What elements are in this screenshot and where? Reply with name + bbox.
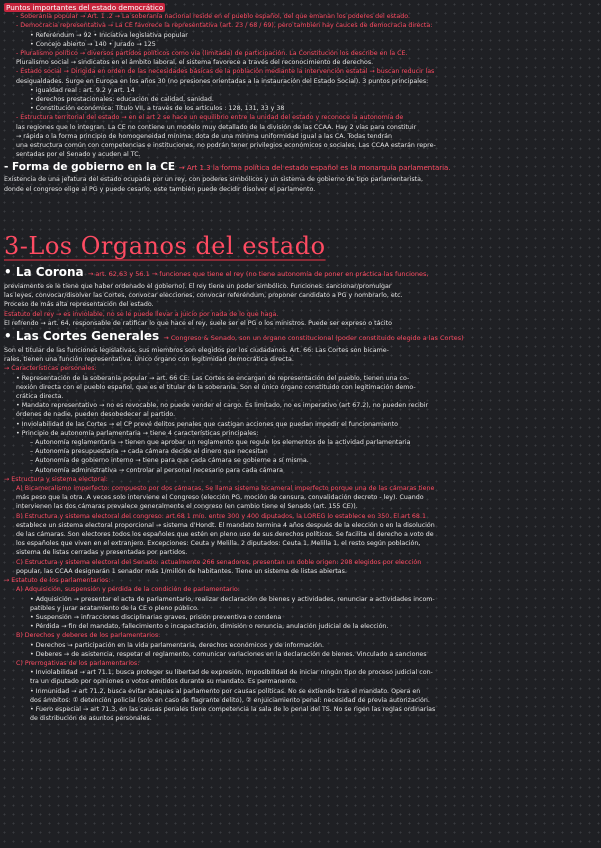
note-line: Pluralismo social → sindicatos en el ámbito laboral, el sistema favorece a través del reconocimiento de derechos. [16,59,374,67]
top-lines [4,12,597,159]
note-line: • Referéndum → 92 • Iniciativa legislativa popular [30,31,188,39]
note-line: • Inmunidad → art 71.2, busca evitar ataques al parlamento por causas políticas. No se extiende tras el mandato. Opera en [30,687,421,695]
section-democratic-state [4,3,597,194]
note-line: • Pérdida → fin del mandato, fallecimiento o incapacitación, dimisión o renuncia, anulación judicial de la elección. [30,623,389,631]
note-line: • Inviolabilidad → art 71.1, busca proteger su libertad de expresión, imposibilidad de iniciar ningún tipo de proceso judicial con- [30,669,433,677]
forma-lines [4,175,597,193]
note-line: – Autonomía de gobierno interno → tiene para que cada cámara se gobierne a sí misma. [30,457,309,465]
note-line: A) Adquisición, suspensión y pérdida de la condición de parlamentario: [16,586,240,594]
note-line: - Estructura territorial del estado → en el art 2 se hace un equilibrio entre la unidad del estado y reconoce la autonomía de [16,114,404,122]
corona-lines [4,282,597,328]
note-line: • Inviolabilidad de las Cortes → el CP prevé delitos penales que castigan acciones que puedan impedir el funcionamiento [16,420,398,428]
note-line: tra un diputado por opiniones o votos emitidos durante su mandato. Es permanente. [30,678,298,686]
note-line: los españoles que viven en el extranjero. Excepciones: Ceuta y Melilla. 2 diputados: Ceuta 1, Melilla 1, el resto según población, [16,540,421,548]
note-line: • Suspensión → infracciones disciplinarias graves, prisión preventiva o condena [30,613,282,621]
note-line: • Deberes → de asistencia, respetar el reglamento, comunicar variaciones en la declaración de bienes. Vinculado a sanciones [30,650,427,658]
note-line: → Estructura y sistema electoral: [4,475,108,483]
note-line: nexión directa con el pueblo español, que es el titular de la soberanía. Son el único órgano constituido con legitimación demo- [16,383,416,391]
page-title: 3-Los Organos del estado [4,232,326,260]
note-line: patibles y jurar acatamiento de la CE o pleno público. [30,604,199,612]
cortes-lines [4,346,597,723]
corona-heading: • La Corona → art. 62,63 y 56.1 → funciones que tiene el rey (no tiene autonomía de poner en práctica las funciones, [4,265,429,279]
note-line: sentadas por el Senado y acuden al TC. [16,151,141,159]
note-line: • Mandato representativo → no es revocable, no puede vender el cargo. Es limitado, no es imperativo (art 67.2), no pueden recibir [16,402,429,410]
note-line: popular, las CCAA designarán 1 senador más 1/millón de habitantes. Tiene un sistema de listas abiertas. [16,567,347,575]
note-line: previamente se le tiene que haber ordenado el gobierno). El rey tiene un poder simbólico. Funciones: sancionar/promulgar [4,283,392,290]
note-line: • Adquisición → presentar el acta de parlamentario, realizar declaración de bienes y actividades, renunciar a actividades incom- [30,595,435,603]
note-line: A) Bicameralismo imperfecto: compuesto por dos cámaras. Se llama sistema bicameral imperfecto porque una de las cámaras tiene [16,485,435,493]
note-line: rales, tienen una función representativa. Único órgano con legitimidad democrática directa. [4,356,294,364]
forma-gobierno-heading: - Forma de gobierno en la CE → Art 1.3 la forma política del estado español es la monarquía parlamentaria. [4,161,451,174]
note-line: → Estatuto de los parlamentarios: [4,577,111,585]
note-line: Estatuto del rey → es inviolable, no se le puede llevar a juicio por nada de lo que haga. [4,310,279,318]
note-line: más peso que la otra. A veces solo interviene el Congreso (elección PG, moción de censura, convalidación decreto - ley). Cuando [16,494,424,502]
note-line: - Pluralismo político → diversos partidos políticos como vía (limitada) de participación. La Constitución los describe en la CE. [16,50,408,58]
note-line: • Representación de la soberanía popular → art. 66 CE: Las Cortes se encargan de representación del pueblo, tienen una co- [16,374,410,382]
note-line: de las cámaras. Son electores todos los españoles que estén en pleno uso de sus derechos políticos. Se facilita el derecho a voto de [16,531,434,539]
note-line: las leyes, convocar/disolver las Cortes, convocar elecciones, convocar referéndum, proponer candidato a PG y nombrarlo, etc. [4,292,403,300]
note-line: – Autonomía administrativa → controlar al personal necesario para cada cámara [30,466,283,474]
note-line: órdenes de nadie, pueden desobedecer al partido. [16,411,176,419]
note-line: • igualdad real : art. 9.2 y art. 14 [30,86,135,94]
note-line: • Principio de autonomía parlamentaria → tiene 4 características principales: [16,429,259,437]
note-line: - Democracia representativa → La CE favorece la representativa (art. 23 / 68 / 69), pero también hay cauces de democracia directa: [16,22,433,30]
note-line: Proceso de más alta representación del estado. [4,301,154,309]
note-line: C) Estructura y sistema electoral del Senado: actualmente 266 senadores, presentan un doble origen: 208 elegidos por elección [16,558,422,566]
note-line: B) Derechos y deberes de los parlamentarios: [16,632,161,640]
section-organos [4,264,597,723]
note-line: • derechos prestacionales: educación de calidad, sanidad. [30,96,214,104]
note-line: sistema de listas cerradas y presentadas por partidos. [16,549,188,557]
note-line: Existencia de una jefatura del estado ocupada por un rey, con poderes simbólicos y un sistema de gobierno de tipo parlamentarista, [4,176,423,184]
note-line: – Autonomía presupuestaria → cada cámara decide el dinero que necesitan [30,448,268,456]
note-line: → Características personales: [4,365,97,373]
note-line: Son el titular de las funciones legislativas, sus miembros son elegidos por los ciudadanos. Art. 66: Las Cortes son bicame- [4,347,389,355]
note-line: desigualdades. Surge en Europa en los años 30 (no presiones orientadas a la instauración del Estado Social). 3 puntos principales: [16,77,429,85]
note-line: • Concejo abierto → 140 • Jurado → 125 [30,40,156,48]
note-line: donde el congreso elige al PG y puede cesarlo, este también puede decidir disolver el parlamento. [4,185,316,193]
note-line: - Estado social → Dirigida en orden de las necesidades básicas de la población mediante la intervención estatal → buscan reducir las [16,68,435,76]
note-line: intervienen las dos cámaras prevalece generalmente el congreso (en cambio tiene el Senado (art. 155 CE)). [16,503,358,511]
note-line: las regiones que lo integran. La CE no contiene un modelo muy detallado de la división de las CCAA. Hay 2 vías para constituir [16,123,417,131]
note-line: establece un sistema electoral proporcional → sistema d'Hondt. El mandato termina 4 años después de la elección o en la disolución [16,521,435,529]
note-line: • Fuero especial → art 71.3, en las causas penales tiene competencia la sala de lo penal del TS. No se rigen las reglas ordinarias [30,705,436,713]
note-line: • Constitución económica: Título VII, a través de los artículos : 128, 131, 33 y 38 [30,105,285,113]
cortes-heading: • Las Cortes Generales → Congreso & Senado, son un órgano constitucional (poder constituido elegido a las Cortes) [4,329,464,344]
note-line: B) Estructura y sistema electoral del congreso: art 68 1 mín. entre 300 y 400 diputados, la LOREG lo establece en 350. El art 68.1 [16,512,426,520]
note-line: • Derechos → participación en la vida parlamentaria, derechos económicos y de información. [30,641,325,649]
note-line: C) Prerrogativas de los parlamentarios: [16,659,140,667]
section-heading: Puntos importantes del estado democrático [6,3,164,12]
note-line: de distribución de asuntos personales. [30,715,152,723]
note-line: una estructura común con competencias e instituciones, no podrán tener privilegios económicos o sociales. Las CCAA estarán repre- [16,142,436,150]
note-line: dos ámbitos: ① detención policial (solo en caso de flagrante delito), ② enjuiciamiento penal: necesidad de previa autorización. [30,696,430,704]
note-line: → rápida o la forma principio de homogeneidad mínima: dota de una mínima uniformidad igual a las CA. Todas tendrán [16,132,393,140]
note-line: - Soberanía popular → Art. 1 .2 → La soberanía nacional reside en el pueblo español, del que emanan los poderes del estado. [16,13,410,21]
note-line: – Autonomía reglamentaria → tienen que aprobar un reglamento que regule los elementos de la actividad parlamentaria [30,439,411,447]
note-line: El refrendo → art. 64, responsable de ratificar lo que hace el rey, suele ser el PG o los ministros. Puede ser expreso o tácito [4,319,392,327]
note-line: crática directa. [16,393,64,401]
